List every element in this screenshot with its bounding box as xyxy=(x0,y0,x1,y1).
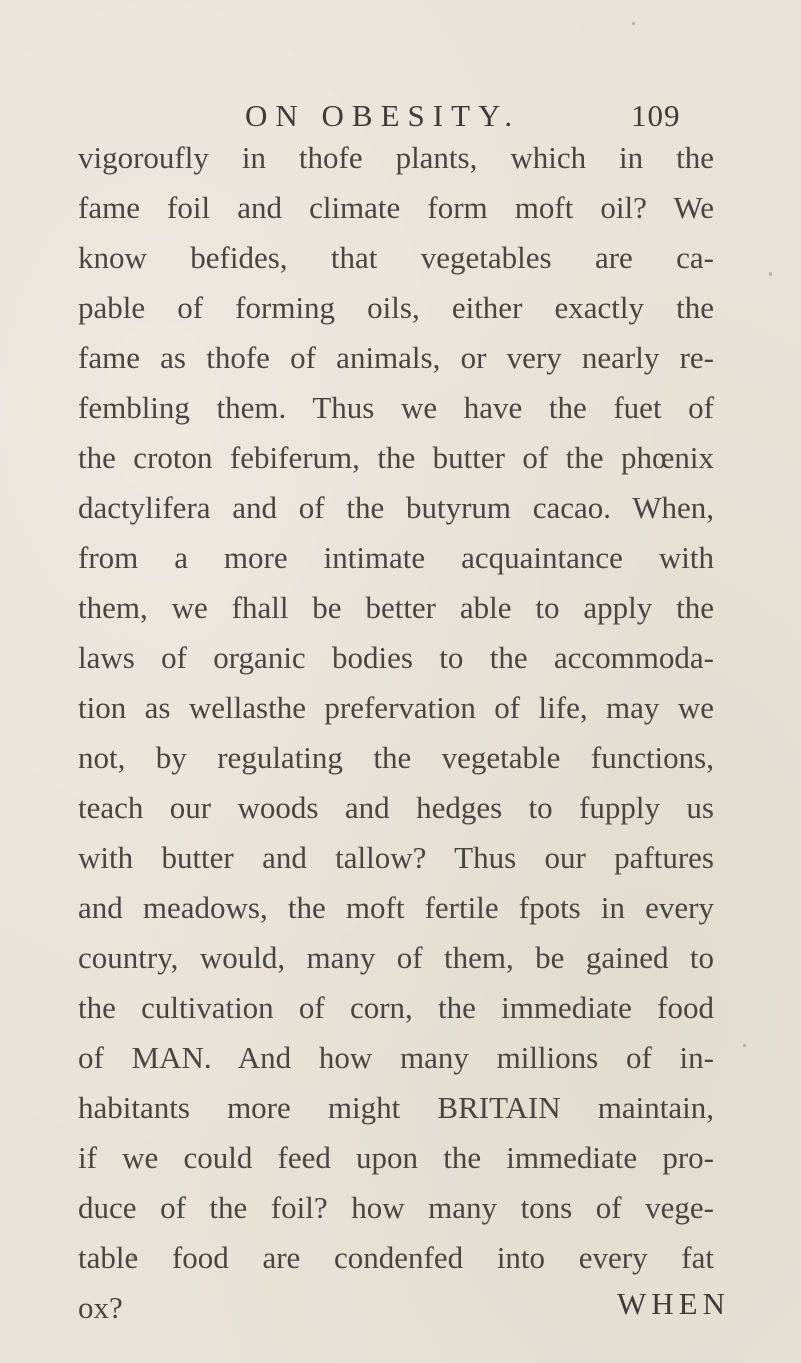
running-title: ON OBESITY. xyxy=(245,98,521,133)
catchword: WHEN xyxy=(617,1286,730,1321)
text-line-14: teach our woods and hedges to fupply us xyxy=(78,790,714,825)
page-number: 109 xyxy=(631,98,681,133)
text-line-18: the cultivation of corn, the immediate food xyxy=(78,990,714,1025)
text-line-4: pable of forming oils, either exactly the xyxy=(78,290,714,325)
text-line-6: fembling them. Thus we have the fuet of xyxy=(78,390,714,425)
text-line-1: vigoroufly in thofe plants, which in the xyxy=(78,140,714,175)
text-line-24: ox? xyxy=(78,1290,123,1325)
paper-speck xyxy=(131,1254,136,1259)
text-line-8: dactylifera and of the butyrum cacao. When, xyxy=(78,490,714,525)
text-line-5: fame as thofe of animals, or very nearly re- xyxy=(78,340,714,375)
paper-speck xyxy=(632,22,635,25)
paper-speck xyxy=(769,272,772,276)
text-line-9: from a more intimate acquaintance with xyxy=(78,540,714,575)
text-line-23: table food are condenfed into every fat xyxy=(78,1240,714,1275)
text-line-13: not, by regulating the vegetable functions, xyxy=(78,740,714,775)
text-line-21: if we could feed upon the immediate pro- xyxy=(78,1140,714,1175)
text-line-11: laws of organic bodies to the accommoda- xyxy=(78,640,714,675)
running-head xyxy=(0,98,801,138)
text-line-15: with butter and tallow? Thus our paftures xyxy=(78,840,714,875)
text-line-7: the croton febiferum, the butter of the phœnix xyxy=(78,440,714,475)
text-line-10: them, we fhall be better able to apply the xyxy=(78,590,714,625)
paper-speck xyxy=(743,1044,746,1047)
text-line-3: know befides, that vegetables are ca- xyxy=(78,240,714,275)
text-line-22: duce of the foil? how many tons of vege- xyxy=(78,1190,714,1225)
text-line-17: country, would, many of them, be gained to xyxy=(78,940,714,975)
text-line-16: and meadows, the moft fertile fpots in every xyxy=(78,890,714,925)
text-line-12: tion as wellasthe prefervation of life, may we xyxy=(78,690,714,725)
text-line-19: of MAN. And how many millions of in- xyxy=(78,1040,714,1075)
text-line-2: fame foil and climate form moft oil? We xyxy=(78,190,714,225)
text-line-20: habitants more might BRITAIN maintain, xyxy=(78,1090,714,1125)
